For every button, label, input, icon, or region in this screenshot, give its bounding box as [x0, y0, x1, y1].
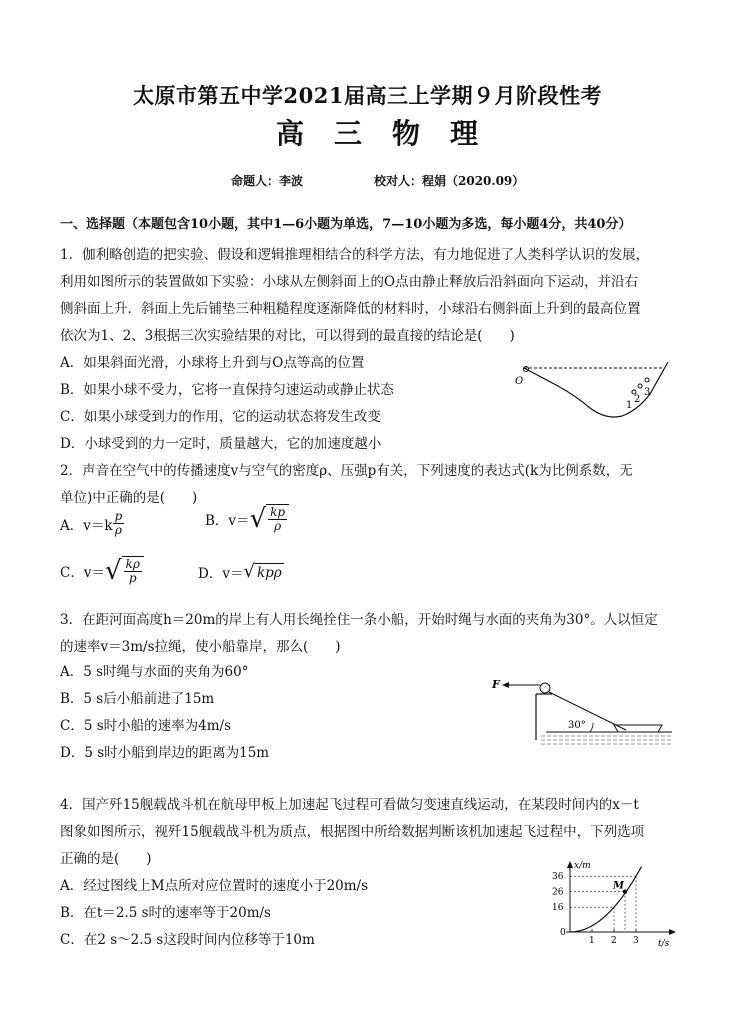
y-tick-label: 26	[552, 887, 564, 898]
q4-option-a: A．经过图线上M点所对应位置时的速度小于20m/s	[60, 878, 369, 894]
q2-option-d-label: D．v＝	[198, 566, 244, 582]
q1-incline-figure	[510, 356, 680, 426]
q1-option-c: C．如果小球受到力的作用，它的运动状态将发生改变	[60, 409, 381, 425]
x-axis-arrow-icon	[669, 929, 676, 935]
ball-icon	[645, 378, 649, 382]
fraction-denominator: p	[128, 571, 137, 585]
q2-option-a-fraction	[113, 510, 125, 537]
exam-subject-title: 高三物理	[276, 117, 509, 150]
rope-line	[549, 692, 626, 730]
q1-stem-line: 依次为1、2、3根据三次实验结果的对比，可以得到的最直接的结论是( )	[60, 328, 515, 344]
radical-sign-icon: √	[249, 503, 267, 534]
square-root	[250, 504, 290, 533]
arrow-head-icon	[502, 682, 509, 688]
q1-option-b: B．如果小球不受力，它将一直保持匀速运动或静止状态	[60, 382, 394, 398]
radical-sign-icon: √	[104, 555, 122, 586]
checker-label: 校对人：程娟（2020.09）	[374, 174, 525, 188]
q1-stem-line: 利用如图所示的装置做如下实验：小球从左侧斜面上的O点由静止释放后沿斜面向下运动，并沿右	[60, 274, 639, 290]
fraction-denominator: ρ	[274, 519, 282, 533]
q3-option-d: D．5 s时小船到岸边的距离为15m	[60, 745, 270, 761]
square-root	[105, 556, 144, 585]
q3-option-b: B．5 s后小船前进了15m	[60, 691, 215, 707]
section-heading: 一、选择题（本题包含10小题，其中1—6小题为单选，7—10小题为多选，每小题4分，共40分）	[60, 217, 632, 232]
position-2-label: 2	[634, 394, 641, 405]
q2-stem-line: 单位)中正确的是( )	[60, 490, 198, 506]
q3-boat-figure	[486, 672, 676, 752]
boat-icon	[614, 725, 662, 732]
q2-stem-line: 2．声音在空气中的传播速度v与空气的密度ρ、压强p有关，下列速度的表达式(k为比例系数，无	[60, 463, 633, 479]
angle-arc	[590, 723, 593, 732]
q3-stem-line: 的速率v＝3m/s拉绳，使小船靠岸，那么( )	[60, 639, 341, 655]
point-m-label: M	[613, 880, 625, 892]
q2-option-b	[205, 504, 289, 533]
ball-icon	[638, 384, 642, 388]
q2-option-c-label: C．v＝	[60, 564, 105, 581]
x-tick-label: 3	[633, 936, 639, 946]
q4-stem-line: 4．国产歼15舰载战斗机在航母甲板上加速起飞过程可看做匀变速直线运动，在某段时间内的x－t	[60, 797, 639, 813]
pulley-icon	[540, 683, 550, 693]
x-tick-label: 2	[611, 936, 617, 946]
q1-option-d: D．小球受到的力一定时，质量越大，它的加速度越小	[60, 436, 382, 452]
q4-stem-line: 正确的是( )	[60, 851, 152, 867]
y-axis-arrow-icon	[567, 861, 573, 868]
author-label: 命题人：李波	[231, 174, 304, 188]
q2-option-c-fraction	[124, 558, 142, 585]
q4-option-b: B．在t＝2.5 s时的速率等于20m/s	[60, 905, 271, 921]
q4-xt-graph	[550, 858, 680, 950]
q1-stem-line: 1．伽利略创造的把实验、假设和逻辑推理相结合的科学方法，有力地促进了人类科学认识的发展，	[60, 247, 650, 263]
q2-option-a-label: A．v＝k	[60, 517, 113, 534]
q1-stem-line: 侧斜面上升．斜面上先后铺垫三种粗糙程度逐渐降低的材料时，小球沿右侧斜面上升到的最高位置	[60, 301, 641, 317]
q2-option-b-fraction	[268, 506, 287, 533]
q2-option-d-radicand: kpρ	[256, 565, 282, 581]
q4-option-c: C．在2 s～2.5 s这段时间内位移等于10m	[60, 932, 315, 948]
q2-option-a	[60, 510, 124, 537]
point-o-label: O	[515, 376, 524, 387]
force-f-label: F	[492, 678, 500, 691]
y-tick-label: 16	[552, 903, 564, 914]
fraction-numerator: p	[114, 509, 123, 523]
x-tick-label: 1	[589, 936, 595, 946]
y-tick-label: 36	[552, 872, 564, 883]
y-axis-label: x/m	[574, 861, 591, 871]
fraction-numerator: kρ	[125, 557, 140, 571]
q4-stem-line: 图象如图所示，视歼15舰载战斗机为质点，根据图中所给数据判断该机加速起飞过程中，下列选项	[60, 824, 645, 840]
q3-option-c: C．5 s时小船的速率为4m/s	[60, 718, 232, 734]
position-3-label: 3	[644, 387, 651, 398]
q2-option-c	[60, 556, 144, 585]
angle-label: 30°	[568, 720, 586, 731]
radical-sign-icon: √	[243, 561, 255, 582]
position-1-label: 1	[626, 400, 633, 411]
q3-option-a: A．5 s时绳与水面的夹角为60°	[60, 664, 249, 680]
q1-option-a: A．如果斜面光滑，小球将上升到与O点等高的位置	[60, 355, 365, 371]
exam-school-title: 太原市第五中学2021届高三上学期９月阶段性考	[133, 83, 602, 108]
origin-label: 0	[560, 928, 566, 938]
fraction-denominator: ρ	[114, 523, 122, 537]
fraction-numerator: kp	[270, 505, 286, 519]
q3-stem-line: 3．在距河面高度h＝20m的岸上有人用长绳拴住一条小船，开始时绳与水面的夹角为30°。人以恒定	[60, 612, 658, 628]
square-root	[243, 563, 283, 581]
q2-option-d	[198, 562, 284, 582]
x-axis-label: t/s	[658, 939, 670, 949]
q2-option-b-label: B．v＝	[205, 512, 250, 529]
